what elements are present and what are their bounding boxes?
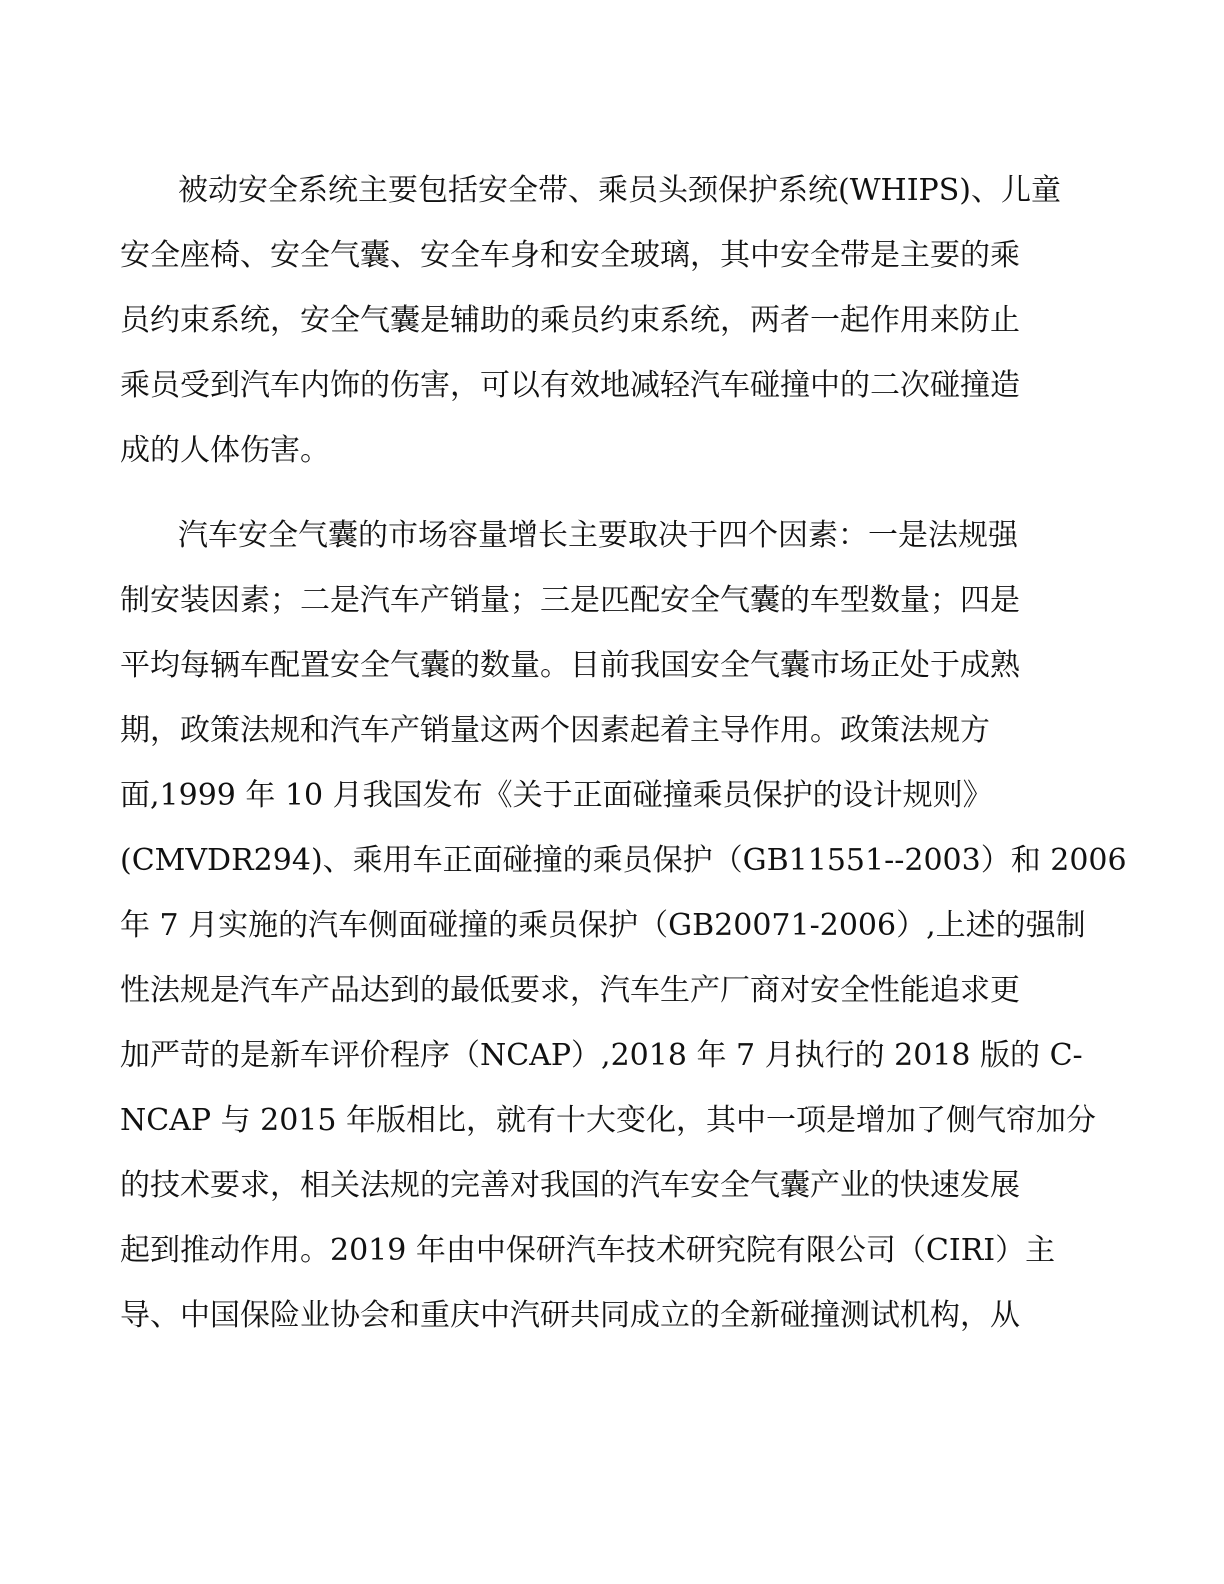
text-line: 导、中国保险业协会和重庆中汽研共同成立的全新碰撞测试机构，从: [120, 1298, 1020, 1333]
text-line: (CMVDR294)、乘用车正面碰撞的乘员保护（GB11551--2003）和 2006: [120, 843, 1127, 878]
text-line: 年 7 月实施的汽车侧面碰撞的乘员保护（GB20071-2006）,上述的强制: [120, 908, 1086, 943]
text-line: 被动安全系统主要包括安全带、乘员头颈保护系统(WHIPS)、儿童: [178, 173, 1061, 208]
text-line: 面,1999 年 10 月我国发布《关于正面碰撞乘员保护的设计规则》: [120, 778, 993, 813]
text-line: 的技术要求，相关法规的完善对我国的汽车安全气囊产业的快速发展: [120, 1168, 1020, 1203]
text-line: 安全座椅、安全气囊、安全车身和安全玻璃，其中安全带是主要的乘: [120, 238, 1020, 273]
text-line: 平均每辆车配置安全气囊的数量。目前我国安全气囊市场正处于成熟: [120, 648, 1020, 683]
text-line: 制安装因素；二是汽车产销量；三是匹配安全气囊的车型数量；四是: [120, 583, 1020, 618]
text-line: 员约束系统，安全气囊是辅助的乘员约束系统，两者一起作用来防止: [120, 303, 1020, 338]
text-line: 成的人体伤害。: [120, 433, 330, 468]
text-line: 加严苛的是新车评价程序（NCAP）,2018 年 7 月执行的 2018 版的 C-: [120, 1038, 1083, 1073]
text-line: 期，政策法规和汽车产销量这两个因素起着主导作用。政策法规方: [120, 713, 990, 748]
text-line: 汽车安全气囊的市场容量增长主要取决于四个因素：一是法规强: [178, 518, 1018, 553]
text-line: 起到推动作用。2019 年由中保研汽车技术研究院有限公司（CIRI）主: [120, 1233, 1056, 1268]
text-line: 性法规是汽车产品达到的最低要求，汽车生产厂商对安全性能追求更: [120, 973, 1020, 1008]
text-line: NCAP 与 2015 年版相比，就有十大变化，其中一项是增加了侧气帘加分: [120, 1103, 1097, 1138]
text-line: 乘员受到汽车内饰的伤害，可以有效地减轻汽车碰撞中的二次碰撞造: [120, 368, 1020, 403]
